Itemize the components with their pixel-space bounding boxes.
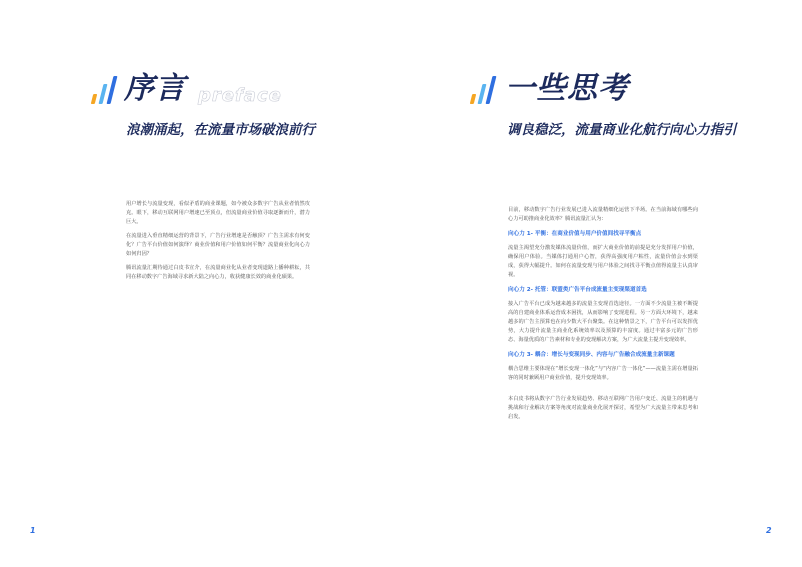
section-text: 接入广告平台已成为越来越多的流量主变现首选途径。一方面不少流量主被不断提高的自建商业体系运营成本困扰，从而影响了变现进程。另一方面大环境下，越来越多的广告主预算也在向少数大平台聚集。在这种情景之下，广告平台可以发挥优势，大力提升流量主商业化系统效率以及预算的丰富度。通过丰富多元的广告形态、海量优质的广告素材和专业的变现解决方案，为广大流量主提升变现效率。: [508, 301, 698, 343]
section-heading: 向心力 1- 平衡：在商业价值与用户价值间找寻平衡点: [508, 231, 642, 237]
paragraph: 用户增长与流量变现，看似矛盾的商业课题，如今被众多数字广告从业者悄然攻克。眼下，移动互联网用户增速已至顶点，但流量商业价值寻取逐渐而升，潜力巨大。: [126, 201, 310, 225]
page-title-english: preface: [198, 85, 282, 106]
right-page: [401, 0, 802, 567]
page-number: 2: [766, 526, 772, 535]
page-title: 序言: [124, 71, 186, 106]
section-text: 流量主渴望充分激发媒体流量价值，而扩大商业价值的前提是充分发挥用户价值，确保用户体验。当媒体打通用户心智，获得高强度用户粘性，流量价值会水到渠成，获得大幅提升。如何在流量变现与用户体验之间找寻平衡点值得流量主认真审视。: [508, 245, 698, 278]
preface-body: [126, 200, 310, 287]
section-heading: 向心力 2- 托管：联盟类广告平台成流量主变现渠道首选: [508, 287, 647, 293]
paragraph: 腾讯流量汇期待通过白皮书宣介，在流量商业化从业者变现道路上播种耕耘，共同在移动数字广告海域寻求新大陆之向心力，收获健康长效的商业化硕果。: [126, 265, 310, 280]
bar-chart-logo-icon: [469, 74, 499, 104]
page-subtitle: 调良稳泛，流量商业化航行向心力指引: [507, 122, 737, 138]
section-heading: 向心力 3- 耦合：增长与变现同步、内容与广告融合成流量主新课题: [508, 352, 675, 358]
section-text: 耦合思维主要体现在“增长变现一体化”与“内容广告一体化”——流量主需在增量拓客的同时兼顾用户商业价值，提升变现效率。: [508, 366, 698, 381]
thoughts-body: [508, 206, 698, 427]
closing-paragraph: 本白皮书将从数字广告行业发展趋势、移动互联网广告用户变迁、流量主的机遇与挑战和行业解决方案等角度对流量商业化展开探讨，希望为广大流量主带来思考和启发。: [508, 396, 698, 420]
page-number: 1: [30, 526, 36, 535]
paragraph: 在流量进入垂直精细运营的背景下，广告行业增速是否触顶？广告主需求有何变化？广告平台价值如何演绎？商业价值和用户价值如何平衡？流量商业化向心力如何归因？: [126, 233, 310, 257]
page-title: 一些思考: [505, 71, 629, 106]
intro-paragraph: 目前，移动数字广告行业发展已进入流量精细化运营下半场。在当前海域有哪些向心力可助推商业化效率？腾讯流量汇认为：: [508, 207, 698, 222]
page-subtitle: 浪潮涌起，在流量市场破浪前行: [126, 122, 315, 138]
bar-chart-logo-icon: [90, 74, 120, 104]
